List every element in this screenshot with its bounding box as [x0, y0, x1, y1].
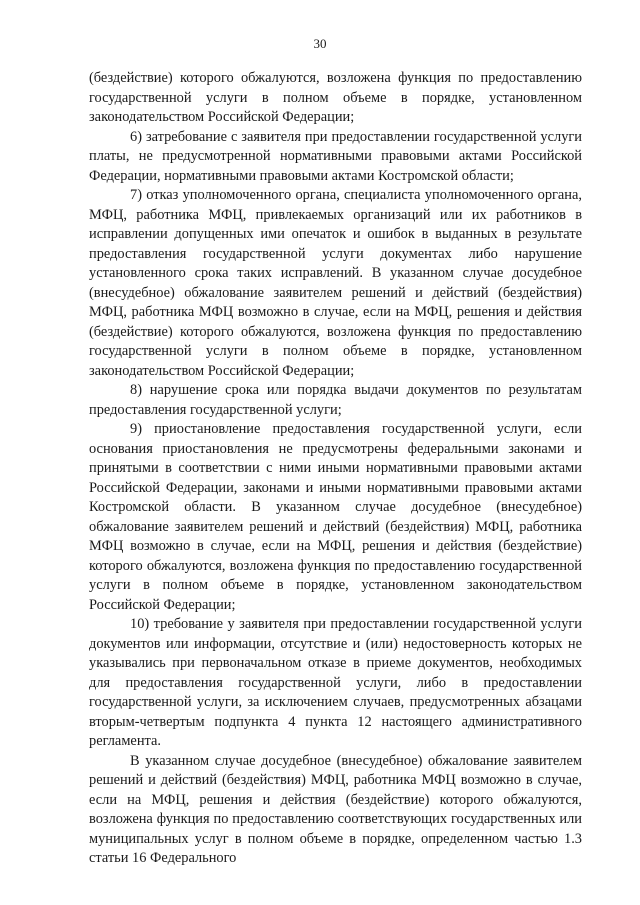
paragraph-item-7: 7) отказ уполномоченного органа, специалиста уполномоченного органа, МФЦ, работника МФЦ, привлекаемых организаций или их работников в исправлении допущенных ими опечаток и ошибок в выданных в результате предоставления государственной услуги документах либо нарушение установленного срока таких исправлений. В указанном случае досудебное (внесудебное) обжалование заявителем решений и действий (бездействия) МФЦ, работника МФЦ возможно в случае, если на МФЦ, решения и действия (бездействие) которого обжалуются, возложена функция по предоставлению государственной услуги в полном объеме в порядке, установленном законодательством Российской Федерации;	[89, 187, 582, 379]
document-body	[89, 69, 582, 869]
paragraph-item-9: 9) приостановление предоставления государственной услуги, если основания приостановления не предусмотрены федеральными законами и принятыми в соответствии с ними иными нормативными правовыми актами Российской Федерации, законами и иными нормативными правовыми актами Костромской области. В указанном случае досудебное (внесудебное) обжалование заявителем решений и действий (бездействия) МФЦ, работника МФЦ возможно в случае, если на МФЦ, решения и действия (бездействие) которого обжалуются, возложена функция по предоставлению государственной услуги в полном объеме в порядке, установленном законодательством Российской Федерации;	[89, 421, 582, 613]
paragraph-continuation: (бездействие) которого обжалуются, возложена функция по предоставлению государственной услуги в полном объеме в порядке, установленном законодательством Российской Федерации;	[89, 70, 582, 125]
paragraph-note: В указанном случае досудебное (внесудебное) обжалование заявителем решений и действий (бездействия) МФЦ, работника МФЦ возможно в случае, если на МФЦ, решения и действия (бездействие) которого обжалуются, возложена функция по предоставлению соответствующих государственных или муниципальных услуг в полном объеме в порядке, определенном частью 1.3 статьи 16 Федерального	[89, 752, 582, 866]
paragraph-item-6: 6) затребование с заявителя при предоставлении государственной услуги платы, не предусмотренной нормативными правовыми актами Российской Федерации, нормативными правовыми актами Костромской области;	[89, 128, 582, 184]
page-number: 30	[313, 36, 327, 51]
paragraph-item-8: 8) нарушение срока или порядка выдачи документов по результатам предоставления государственной услуги;	[89, 382, 582, 418]
paragraph-item-10: 10) требование у заявителя при предоставлении государственной услуги документов или информации, отсутствие и (или) недостоверность которых не указывались при первоначальном отказе в приеме документов, необходимых для предоставления государственной услуги, либо в предоставлении государственной услуги, за исключением случаев, предусмотренных абзацами вторым-четвертым подпункта 4 пункта 12 настоящего административного регламента.	[89, 616, 582, 749]
